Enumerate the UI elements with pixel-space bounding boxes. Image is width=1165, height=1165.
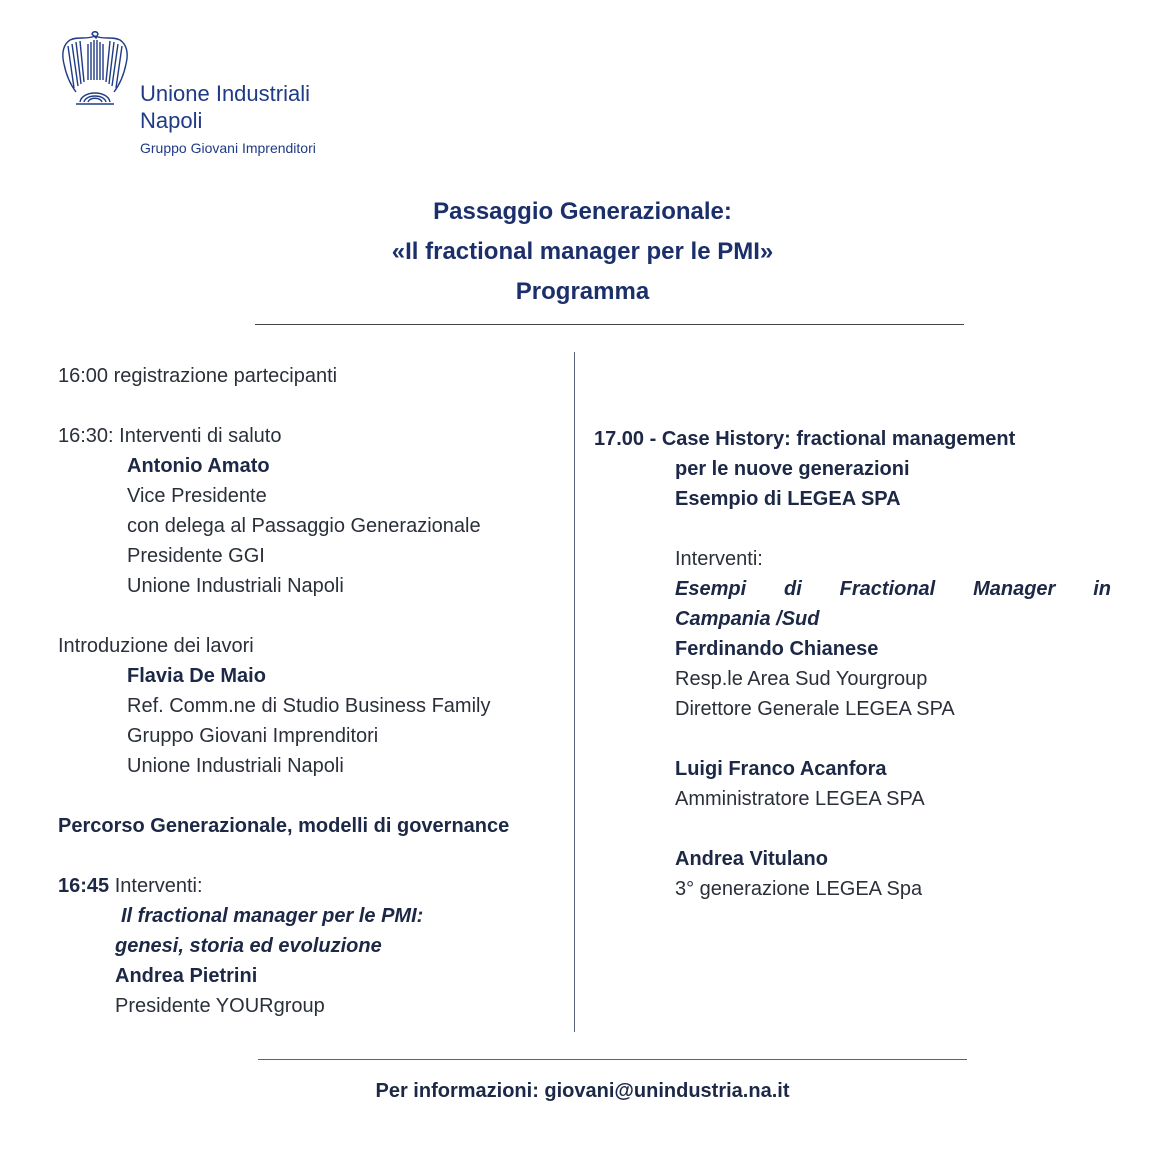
section-heading: Percorso Generazionale, modelli di governance [58,815,510,837]
talk-title: Campania /Sud [675,608,820,630]
left-program-column [58,361,509,1021]
title-line2: «Il fractional manager per le PMI» [391,238,774,265]
title-divider [255,324,964,325]
speaker-role: Ref. Comm.ne di Studio Business Family [127,695,491,717]
speaker-role: Direttore Generale LEGEA SPA [675,698,955,720]
introduction-heading: Introduzione dei lavori [58,635,254,657]
speaker-role: Resp.le Area Sud Yourgroup [675,668,928,690]
page-title [0,192,1165,312]
interventions-heading [58,871,509,901]
talk-title-word: Manager [973,578,1056,600]
org-name-line1: Unione Industriali [140,81,310,106]
title-line3: Programma [515,278,650,305]
time-label: 16:45 [58,875,110,897]
speaker-name: Flavia De Maio [127,665,266,687]
talk-title: Il fractional manager per le PMI: [121,905,424,927]
registration-item: 16:00 registrazione partecipanti [58,365,338,387]
case-history-heading: 17.00 - Case History: fractional management [594,428,1016,450]
talk-title [594,574,1111,604]
contact-info: Per informazioni: giovani@unindustria.na.it [375,1080,790,1102]
speaker-role: Presidente YOURgroup [115,995,325,1017]
speaker-name: Luigi Franco Acanfora [675,758,887,780]
speaker-role: con delega al Passaggio Generazionale [127,515,481,537]
talk-title-word: in [1093,578,1111,600]
interventions-label: Interventi: [675,548,763,570]
interventions-label: Interventi: [109,875,203,897]
speaker-role: Amministratore LEGEA SPA [675,788,925,810]
talk-title-word: di [784,578,802,600]
speaker-role: Vice Presidente [127,485,267,507]
talk-title-word: Esempi [675,578,747,600]
footer-divider [258,1059,967,1060]
org-name-line2: Napoli [140,108,203,133]
case-history-subtitle: Esempio di LEGEA SPA [675,488,901,510]
speaker-name: Andrea Pietrini [115,965,258,987]
eagle-logo-icon [56,30,134,108]
case-history-subtitle: per le nuove generazioni [675,458,910,480]
greetings-heading: 16:30: Interventi di saluto [58,425,282,447]
speaker-role: 3° generazione LEGEA Spa [675,878,923,900]
speaker-organization: Unione Industriali Napoli [127,755,344,777]
organization-subtitle: Gruppo Giovani Imprenditori [140,140,316,156]
title-line1: Passaggio Generazionale: [433,198,732,225]
column-divider [574,352,575,1032]
right-program-column [594,424,1111,904]
talk-title: genesi, storia ed evoluzione [115,935,382,957]
speaker-name: Antonio Amato [127,455,270,477]
talk-title-word: Fractional [839,578,936,600]
speaker-organization: Unione Industriali Napoli [127,575,344,597]
speaker-name: Ferdinando Chianese [675,638,879,660]
speaker-role: Presidente GGI [127,545,265,567]
organization-name [140,80,310,134]
speaker-name: Andrea Vitulano [675,848,828,870]
speaker-organization: Gruppo Giovani Imprenditori [127,725,379,747]
